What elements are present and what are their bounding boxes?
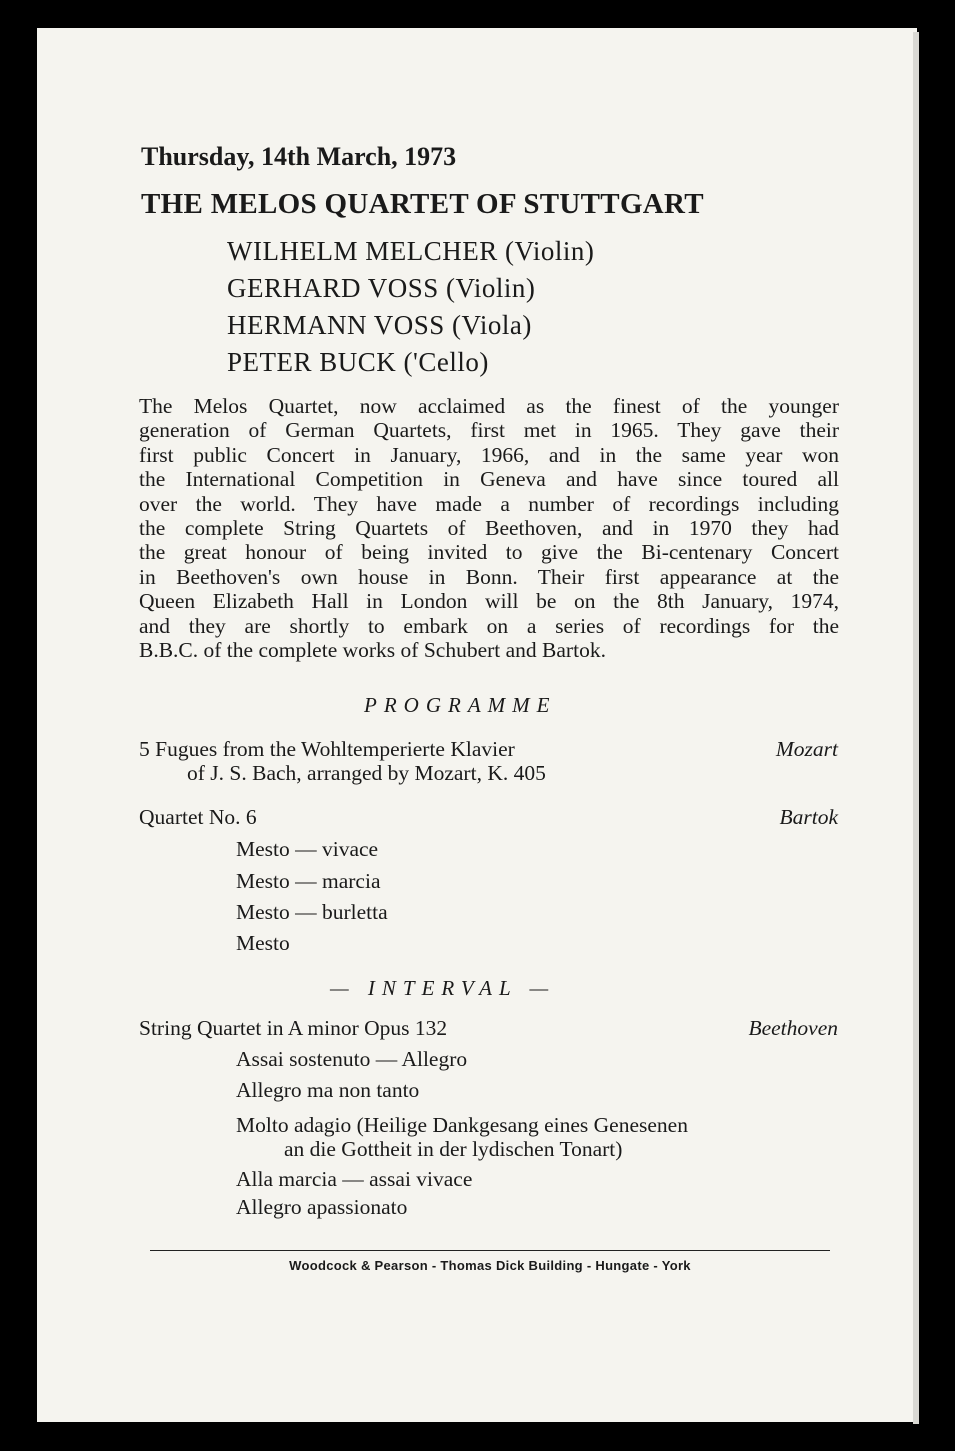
work-composer: Mozart [775,737,838,761]
member-name: PETER BUCK ('Cello) [227,347,489,377]
work-title: Quartet No. 6 [139,805,257,829]
work-title: String Quartet in A minor Opus 132 [139,1016,448,1040]
printer-credit: Woodcock & Pearson - Thomas Dick Building - Hungate - York [289,1258,691,1273]
movement: Mesto — marcia [236,869,381,893]
bio-line: B.B.C. of the complete works of Schubert and Bartok. [139,638,606,663]
bio-line: and they are shortly to embark on a series of recordings for the [139,613,839,638]
ensemble-name: THE MELOS QUARTET OF STUTTGART [141,188,704,220]
movement: Alla marcia — assai vivace [236,1167,473,1191]
movement: Mesto — vivace [236,837,379,861]
movement: Assai sostenuto — Allegro [236,1047,468,1071]
work-title-continued: of J. S. Bach, arranged by Mozart, K. 405 [187,761,546,785]
movement-continued: an die Gottheit in der lydischen Tonart) [284,1137,623,1161]
movement: Allegro ma non tanto [236,1078,420,1102]
programme-heading: PROGRAMME [364,693,557,717]
bio-line: the great honour of being invited to give the Bi-centenary Concert [139,540,839,565]
bio-line: the complete String Quartets of Beethoven, and in 1970 they had [139,516,839,541]
movement: Mesto [236,931,290,955]
member-name: GERHARD VOSS (Violin) [227,273,536,303]
bio-line: The Melos Quartet, now acclaimed as the finest of the younger [139,394,839,418]
bio-line: generation of German Quartets, first met in 1965. They gave their [139,418,839,443]
ensemble-biography [139,394,839,662]
member-name: HERMANN VOSS (Viola) [227,310,532,340]
work-composer: Beethoven [748,1016,838,1040]
concert-date: Thursday, 14th March, 1973 [141,142,457,171]
movement: Molto adagio (Heilige Dankgesang eines Genesenen [236,1113,688,1137]
bio-line: the International Competition in Geneva and have since toured all [139,467,839,492]
bio-line: in Beethoven's own house in Bonn. Their first appearance at the [139,564,839,589]
bio-line: over the world. They have made a number of recordings including [139,491,839,516]
work-title: 5 Fugues from the Wohltemperierte Klavier [139,737,515,761]
movement: Mesto — burletta [236,900,388,924]
bio-line: Queen Elizabeth Hall in London will be on the 8th January, 1974, [139,589,839,614]
member-name: WILHELM MELCHER (Violin) [227,236,595,266]
footer-divider [150,1250,830,1251]
movement: Allegro apassionato [236,1195,408,1219]
interval-heading: — INTERVAL — [330,976,556,1000]
bio-line: first public Concert in January, 1966, and in the same year won [139,442,839,467]
page-edge [913,32,919,1424]
work-composer: Bartok [779,805,838,829]
